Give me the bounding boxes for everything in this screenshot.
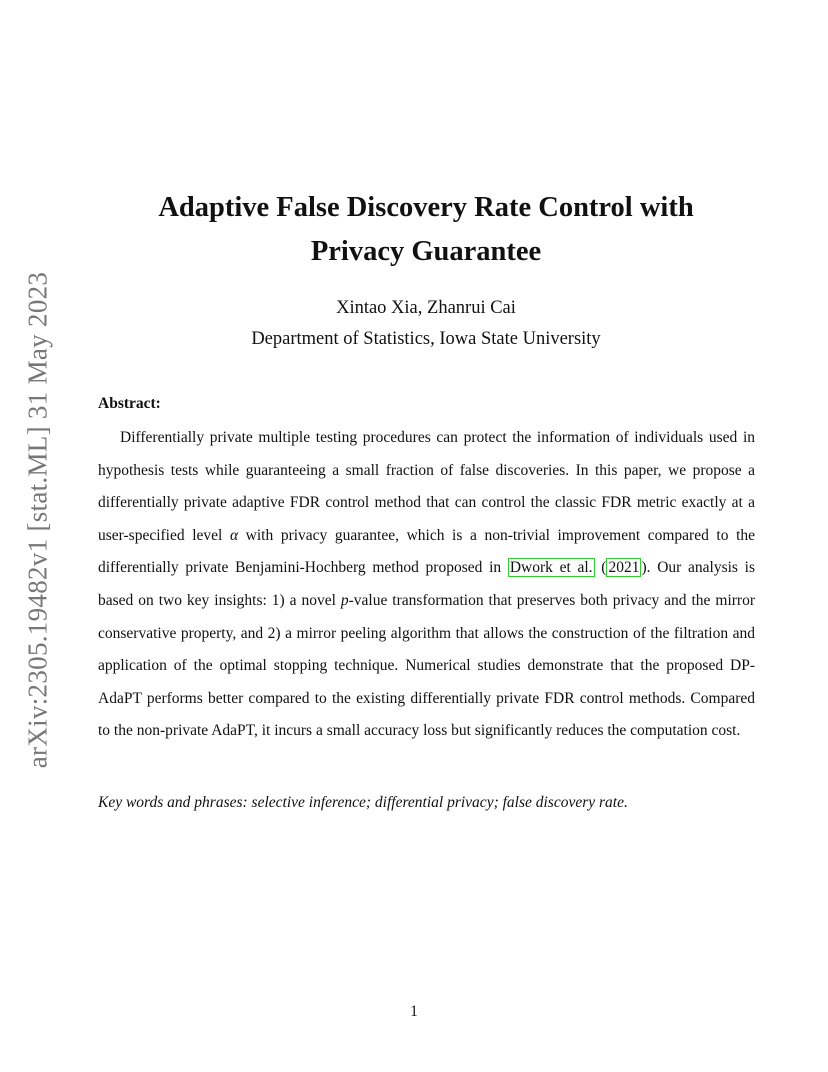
author-list: Xintao Xia, Zhanrui Cai [336, 298, 516, 318]
title-line-2: Privacy Guarantee [310, 236, 542, 267]
citation-open-paren: ( [594, 559, 607, 577]
author-affiliation: Department of Statistics, Iowa State University [251, 329, 601, 349]
abstract-text-part-3: . Our analysis is based on two key insights: 1) a novel [98, 559, 755, 609]
abstract-text-part-2: with privacy guarantee, which is a non-trivial improvement compared to the differentially private Benjamini-Hochberg method proposed in [98, 526, 756, 577]
abstract-text-part-1: Differentially private multiple testing procedures can protect the information of individuals used in hypothesis tests while guaranteeing a small fraction of false discoveries. In this paper, we propose a differentially private adaptive FDR control method that can control the classic FDR metric exactly at a user-specified level [98, 429, 755, 544]
citation-link-author[interactable]: Dwork et al. [509, 559, 593, 577]
page-number: 1 [410, 1003, 418, 1020]
abstract-text [98, 422, 755, 748]
abstract-heading: Abstract: [98, 395, 161, 412]
keywords-line: Key words and phrases: selective inference; differential privacy; false discovery rate. [98, 794, 628, 811]
alpha-symbol: α [229, 526, 239, 544]
p-symbol: p [340, 591, 349, 609]
arxiv-identifier-stamp: arXiv:2305.19482v1 [stat.ML] 31 May 2023 [22, 271, 53, 769]
paper-title [98, 186, 754, 274]
abstract-text-part-4: -value transformation that preserves both privacy and the mirror conservative property, and 2) a mirror peeling algorithm that allows the construction of the filtration and application of the optimal stopping technique. Numerical studies demonstrate that the proposed DP-AdaPT performs better compared to the existing differentially private FDR control methods. Compared to the non-private AdaPT, it incurs a small accuracy loss but significantly reduces the computation cost. [98, 591, 755, 740]
citation-close-paren: ) [641, 559, 647, 577]
citation-link-year[interactable]: 2021 [608, 559, 640, 577]
title-line-1: Adaptive False Discovery Rate Control with [158, 192, 694, 223]
